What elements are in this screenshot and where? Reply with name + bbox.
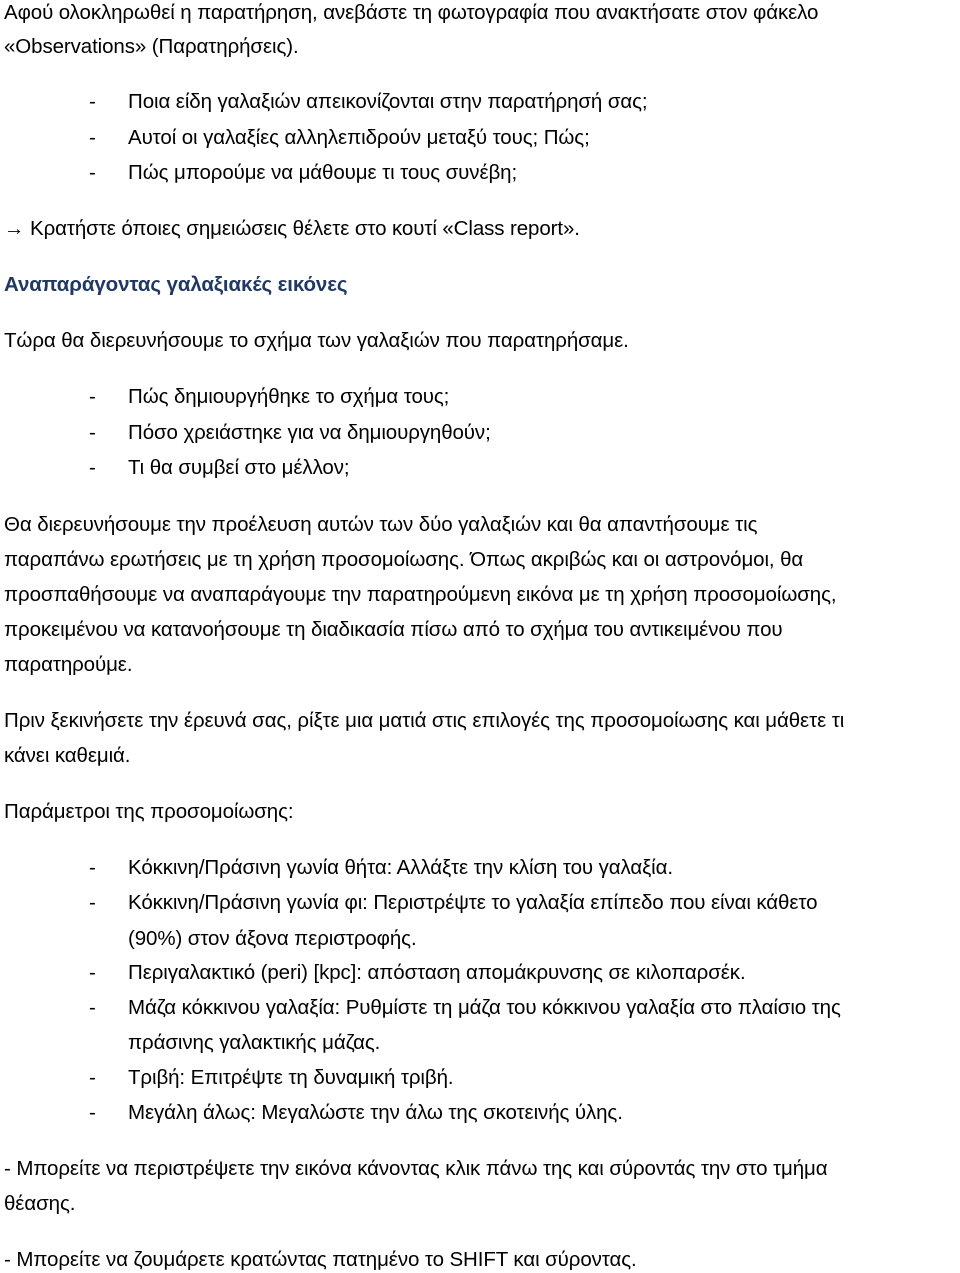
list-dash: - [89,856,96,879]
list-item-text: Κόκκινη/Πράσινη γωνία φι: Περιστρέψτε το γαλαξία επίπεδο που είναι κάθετο [128,891,818,914]
list-item-text: Πόσο χρειάστηκε για να δημιουργηθούν; [128,421,491,444]
paragraph-line: παρατηρούμε. [4,653,133,676]
list-item-text: Πώς μπορούμε να μάθουμε τι τους συνέβη; [128,161,518,184]
list-item-text: (90%) στον άξονα περιστροφής. [128,927,417,950]
list-dash: - [89,126,96,149]
tip-zoom: - Μπορείτε να ζουμάρετε κρατώντας πατημένο το SHIFT και σύροντας. [4,1248,637,1271]
section-intro: Τώρα θα διερευνήσουμε το σχήμα των γαλαξιών που παρατηρήσαμε. [4,329,629,352]
list-dash: - [89,421,96,444]
list-item-text: Κόκκινη/Πράσινη γωνία θήτα: Αλλάξτε την κλίση του γαλαξία. [128,856,673,879]
list-dash: - [89,385,96,408]
params-title: Παράμετροι της προσομοίωσης: [4,800,294,823]
paragraph-line: προκειμένου να κατανοήσουμε τη διαδικασία πίσω από το σχήμα του αντικειμένου που [4,618,783,641]
intro-line-1: Αφού ολοκληρωθεί η παρατήρηση, ανεβάστε τη φωτογραφία που ανακτήσατε στον φάκελο [4,1,819,24]
intro-line-2: «Observations» (Παρατηρήσεις). [4,35,299,58]
list-item-text: Αυτοί οι γαλαξίες αλληλεπιδρούν μεταξύ τους; Πώς; [128,126,590,149]
paragraph-line: παραπάνω ερωτήσεις με τη χρήση προσομοίωσης. Όπως ακριβώς και οι αστρονόμοι, θα [4,548,804,571]
list-dash: - [89,961,96,984]
list-item-text: Ποια είδη γαλαξιών απεικονίζονται στην παρατήρησή σας; [128,90,648,113]
paragraph-line: προσπαθήσουμε να αναπαράγουμε την παρατηρούμενη εικόνα με τη χρήση προσομοίωσης, [4,583,837,606]
list-dash: - [89,90,96,113]
tip-rotate-continuation: θέασης. [4,1192,76,1215]
list-item-text: Περιγαλακτικό (peri) [kpc]: απόσταση απομάκρυνσης σε κιλοπαρσέκ. [128,961,746,984]
paragraph-line: Θα διερευνήσουμε την προέλευση αυτών των δύο γαλαξιών και θα απαντήσουμε τις [4,513,758,536]
list-dash: - [89,996,96,1019]
list-item-text: Μάζα κόκκινου γαλαξία: Ρυθμίστε τη μάζα του κόκκινου γαλαξία στο πλαίσιο της [128,996,841,1019]
tip-rotate: - Μπορείτε να περιστρέψετε την εικόνα κάνοντας κλικ πάνω της και σύροντάς την στο τμήμα [4,1157,828,1180]
paragraph-line: Πριν ξεκινήσετε την έρευνά σας, ρίξτε μια ματιά στις επιλογές της προσομοίωσης και μάθετε τι [4,709,845,732]
list-dash: - [89,1101,96,1124]
section-title: Αναπαράγοντας γαλαξιακές εικόνες [4,273,348,296]
list-dash: - [89,456,96,479]
list-item-text: πράσινης γαλακτικής μάζας. [128,1031,381,1054]
list-item-text: Πώς δημιουργήθηκε το σχήμα τους; [128,385,450,408]
list-item-text: Τριβή: Επιτρέψτε τη δυναμική τριβή. [128,1066,454,1089]
list-item-text: Τι θα συμβεί στο μέλλον; [128,456,350,479]
list-dash: - [89,891,96,914]
note-class-report: → Κρατήστε όποιες σημειώσεις θέλετε στο κουτί «Class report». [4,217,580,240]
list-dash: - [89,1066,96,1089]
paragraph-line: κάνει καθεμιά. [4,744,131,767]
list-item-text: Μεγάλη άλως: Μεγαλώστε την άλω της σκοτεινής ύλης. [128,1101,623,1124]
list-dash: - [89,161,96,184]
